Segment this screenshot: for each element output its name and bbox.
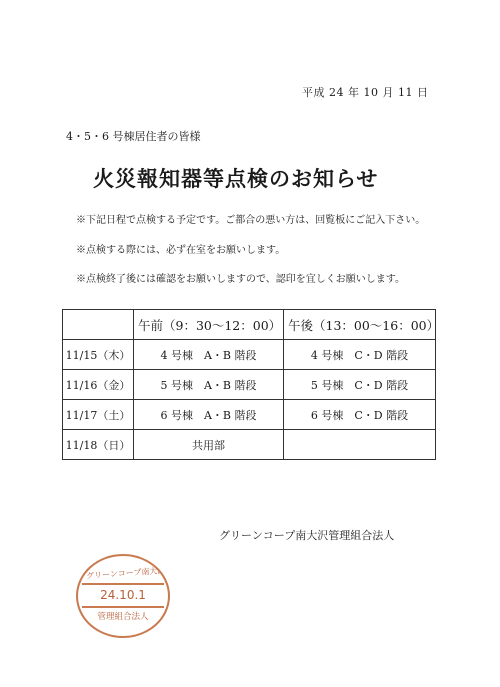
date-cell: 11/15（木） [63,340,134,370]
morning-cell: 6 号棟 A・B 階段 [134,400,284,430]
header-cell-afternoon: 午後（13：00〜16：00） [284,310,436,340]
table-row [63,430,436,460]
morning-cell: 共用部 [134,430,284,460]
organization-name: グリーンコープ南大沢管理組合法人 [219,529,395,542]
afternoon-cell: 5 号棟 C・D 階段 [284,370,436,400]
afternoon-cell [284,430,436,460]
table-row [63,370,436,400]
table-header-row [63,310,436,340]
date-seal-stamp [76,554,170,638]
stamp-divider [82,583,164,585]
stamp-top-text: グリーンコープ南大沢 [85,566,166,581]
date-cell: 11/17（土） [63,400,134,430]
morning-cell: 5 号棟 A・B 階段 [134,370,284,400]
date-cell: 11/16（金） [63,370,134,400]
afternoon-cell: 6 号棟 C・D 階段 [284,400,436,430]
note-schedule: ※下記日程で点検する予定です。ご都合の悪い方は、回覧板にご記入下さい。 [76,215,426,226]
document-date: 平成 24 年 10 月 11 日 [302,86,429,99]
inspection-schedule-table [62,309,440,460]
header-cell-blank [63,310,134,340]
date-cell: 11/18（日） [63,430,134,460]
stamp-divider [82,606,164,608]
table-row [63,400,436,430]
table-row [63,340,436,370]
header-cell-morning: 午前（9：30〜12：00） [134,310,284,340]
recipients-line: 4・5・6 号棟居住者の皆様 [66,130,201,143]
stamp-bottom-text: 管理組合法人 [97,612,149,622]
note-presence: ※点検する際には、必ず在室をお願いします。 [76,245,286,256]
note-seal: ※点検終了後には確認をお願いしますので、認印を宜しくお願いします。 [76,274,405,285]
stamp-date-text: 24.10.1 [100,588,146,602]
afternoon-cell: 4 号棟 C・D 階段 [284,340,436,370]
document-title: 火災報知器等点検のお知らせ [93,167,379,191]
morning-cell: 4 号棟 A・B 階段 [134,340,284,370]
